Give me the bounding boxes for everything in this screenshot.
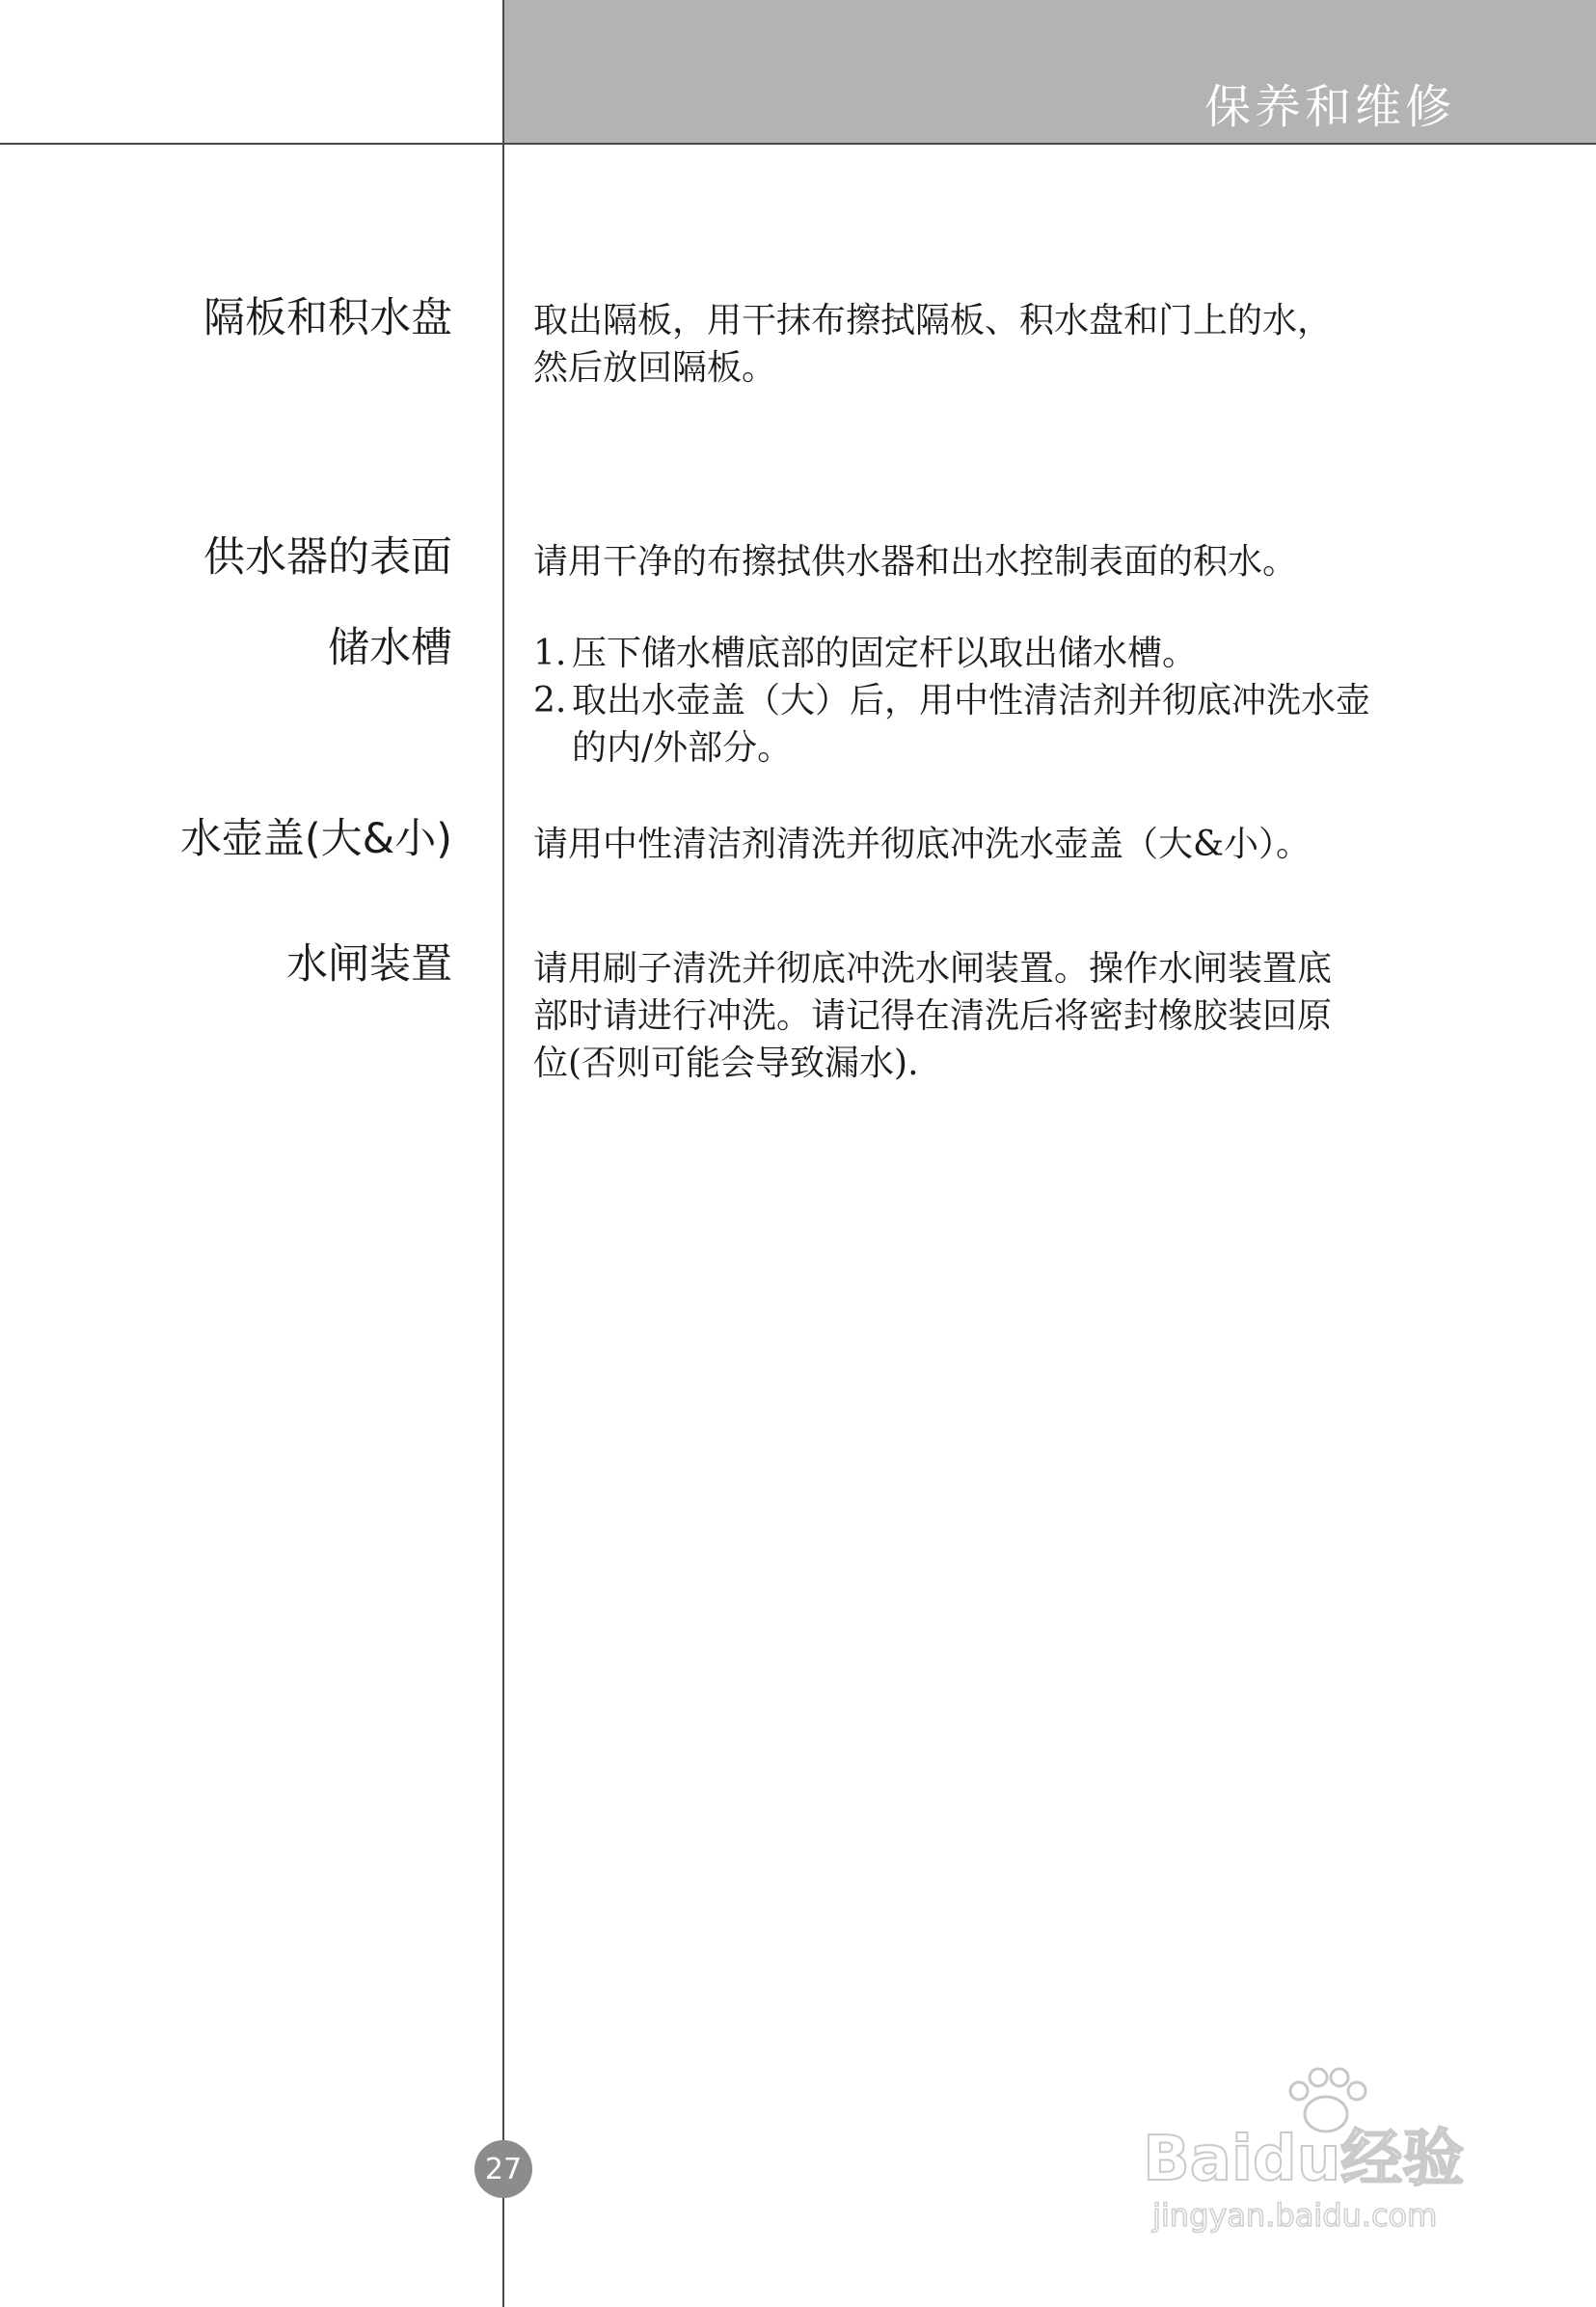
body-line: 然后放回隔板。 (533, 348, 777, 388)
body-line: 请用中性清洁剂清洗并彻底冲洗水壶盖（大&小）。 (533, 825, 1312, 864)
section-body-water-tank (533, 630, 1478, 772)
body-line: 压下储水槽底部的固定杆以取出储水槽。 (572, 634, 1198, 673)
section-label-pitcher-lid: 水壶盖(大&小) (179, 815, 452, 863)
body-line: 取出水壶盖（大）后，用中性清洁剂并彻底冲洗水壶 (572, 681, 1371, 720)
page-number-badge: 27 (474, 2140, 532, 2198)
section-body-pitcher-lid (533, 821, 1478, 868)
body-line: 部时请进行冲洗。请记得在清洗后将密封橡胶装回原 (533, 996, 1333, 1036)
water-tank-steps (533, 630, 1478, 772)
body-line: 请用刷子清洗并彻底冲洗水闸装置。操作水闸装置底 (533, 949, 1333, 989)
watermark-domain: jingyan.baidu.com (1152, 2197, 1438, 2234)
section-label-dispenser-surface: 供水器的表面 (203, 533, 452, 582)
body-line: 取出隔板，用干抹布擦拭隔板、积水盘和门上的水， (533, 301, 1333, 340)
section-body-valve-unit (533, 945, 1478, 1087)
section-label-shelf-tray: 隔板和积水盘 (203, 294, 452, 342)
header-rule (0, 143, 1596, 145)
column-divider (502, 0, 504, 2307)
list-item (533, 630, 1478, 677)
list-item (533, 677, 1478, 772)
body-line: 位(否则可能会导致漏水). (533, 1044, 919, 1083)
header-band (503, 0, 1596, 143)
list-item-number: 1. (533, 634, 567, 673)
baidu-watermark-logo (1133, 2064, 1509, 2238)
section-body-shelf-tray (533, 297, 1478, 392)
body-line: 请用干净的布擦拭供水器和出水控制表面的积水。 (533, 542, 1298, 582)
section-label-water-tank: 储水槽 (328, 624, 452, 672)
section-label-valve-unit: 水闸装置 (286, 940, 452, 989)
list-item-number: 2. (533, 681, 567, 720)
watermark-brand: Baidu经验 (1143, 2124, 1465, 2195)
header-title: 保养和维修 (1204, 80, 1455, 134)
body-line: 的内/外部分。 (572, 728, 793, 768)
section-body-dispenser-surface (533, 538, 1478, 585)
